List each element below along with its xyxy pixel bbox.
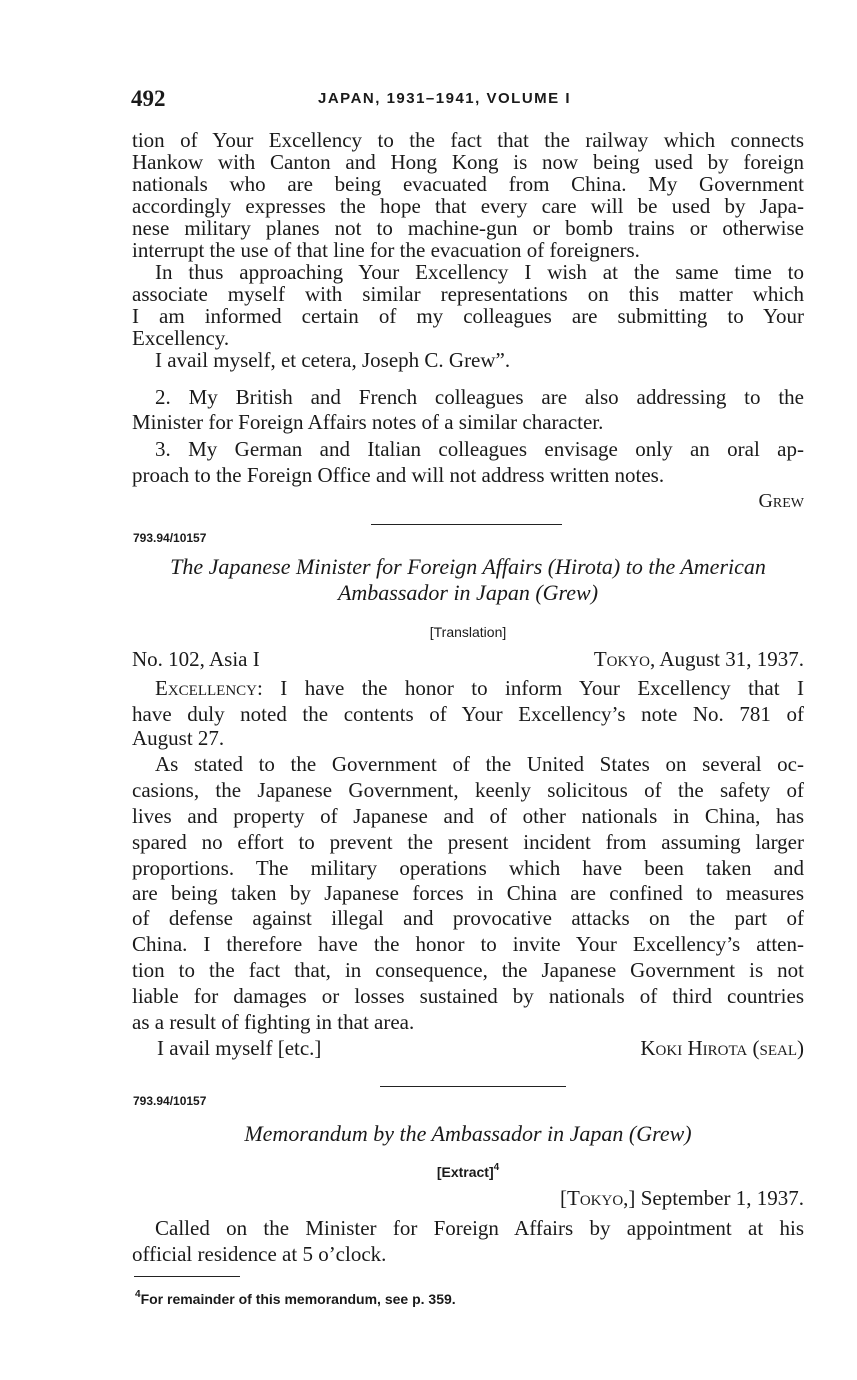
text-line: as a result of fighting in that area. (132, 1010, 415, 1034)
text-line: Minister for Foreign Affairs notes of a similar character. (132, 410, 604, 434)
note-number: No. 102, Asia I (132, 647, 260, 671)
text-line: 3. My German and Italian colleagues envisage only an oral ap- (155, 437, 804, 461)
closing-line: I avail myself, et cetera, Joseph C. Grew”. (155, 348, 511, 372)
text-line: Hankow with Canton and Hong Kong is now being used by foreign (132, 150, 804, 174)
signature: Grew (758, 490, 804, 512)
text-line: China. I therefore have the honor to invite Your Excellency’s atten- (132, 932, 804, 956)
text-line: Excellency. (132, 326, 230, 350)
section-divider (380, 1086, 566, 1087)
salutation: Excellency: (155, 676, 263, 700)
text-line: lives and property of Japanese and of other nationals in China, has (132, 804, 804, 828)
signature: Koki Hirota (640, 1036, 748, 1060)
text-line: nese military planes not to machine-gun or bomb trains or otherwise (132, 216, 804, 240)
text-line: nationals who are being evacuated from China. My Government (132, 172, 804, 196)
extract-label (132, 1162, 804, 1180)
text-line: proach to the Foreign Office and will not address written notes. (132, 463, 665, 487)
text-span: I have the honor to inform Your Excellency that I (262, 676, 804, 700)
text-line: August 27. (132, 726, 225, 750)
translation-label: [Translation] (429, 624, 507, 640)
text-line: official residence at 5 o’clock. (132, 1242, 387, 1266)
text-line: of defense against illegal and provocative attacks on the part of (132, 906, 804, 930)
text-line: associate myself with similar representations on this matter which (132, 282, 804, 306)
document-title: Memorandum by the Ambassador in Japan (Grew) (244, 1121, 692, 1146)
text-line: accordingly expresses the hope that every care will be used by Japa- (132, 194, 804, 218)
footnote (135, 1289, 456, 1307)
text-line: spared no effort to prevent the present incident from assuming larger (132, 830, 804, 854)
document-title: Ambassador in Japan (Grew) (337, 580, 599, 605)
text-line: Called on the Minister for Foreign Affairs by appointment at his (155, 1216, 804, 1240)
text-line: I am informed certain of my colleagues are submitting to Your (132, 304, 804, 328)
text-line: proportions. The military operations which have been taken and (132, 856, 804, 880)
text-line: liable for damages or losses sustained by nationals of third countries (132, 984, 804, 1008)
signature-block (640, 1036, 804, 1061)
text-line: In thus approaching Your Excellency I wish at the same time to (155, 260, 804, 284)
dateline (560, 1186, 804, 1211)
dateline (594, 647, 804, 672)
section-divider (371, 524, 562, 525)
text-line: tion of Your Excellency to the fact that the railway which connects (132, 128, 804, 152)
text-line: have duly noted the contents of Your Excellency’s note No. 781 of (132, 702, 804, 726)
running-title: JAPAN, 1931–1941, VOLUME I (318, 90, 571, 107)
text-line: are being taken by Japanese forces in China are confined to measures (132, 881, 804, 905)
document-title: The Japanese Minister for Foreign Affairs (Hirota) to the American (170, 554, 766, 579)
text-line: As stated to the Government of the United States on several oc- (155, 752, 804, 776)
dateline-date: September 1, 1937. (635, 1186, 804, 1210)
text-line: interrupt the use of that line for the evacuation of foreigners. (132, 238, 640, 262)
footnote-reference: 4 (493, 1162, 500, 1173)
dateline-place: Tokyo (593, 647, 650, 671)
page-number: 492 (131, 86, 166, 111)
closing-line: I avail myself [etc.] (157, 1036, 322, 1060)
seal-mark: (seal) (752, 1036, 804, 1060)
footnote-mark: 4 (135, 1289, 141, 1300)
dateline-place: [Tokyo,] (560, 1186, 636, 1210)
text-line: tion to the fact that, in consequence, the Japanese Government is not (132, 958, 804, 982)
extract-text: [Extract] (436, 1164, 494, 1180)
footnote-rule (134, 1276, 240, 1277)
salutation-line (155, 676, 804, 700)
file-code: 793.94/10157 (133, 531, 207, 545)
dateline-date: , August 31, 1937. (649, 647, 804, 671)
file-code: 793.94/10157 (133, 1094, 207, 1108)
text-line: casions, the Japanese Government, keenly solicitous of the safety of (132, 778, 804, 802)
text-line: 2. My British and French colleagues are also addressing to the (155, 385, 804, 409)
footnote-text: For remainder of this memorandum, see p. 359. (140, 1291, 456, 1307)
